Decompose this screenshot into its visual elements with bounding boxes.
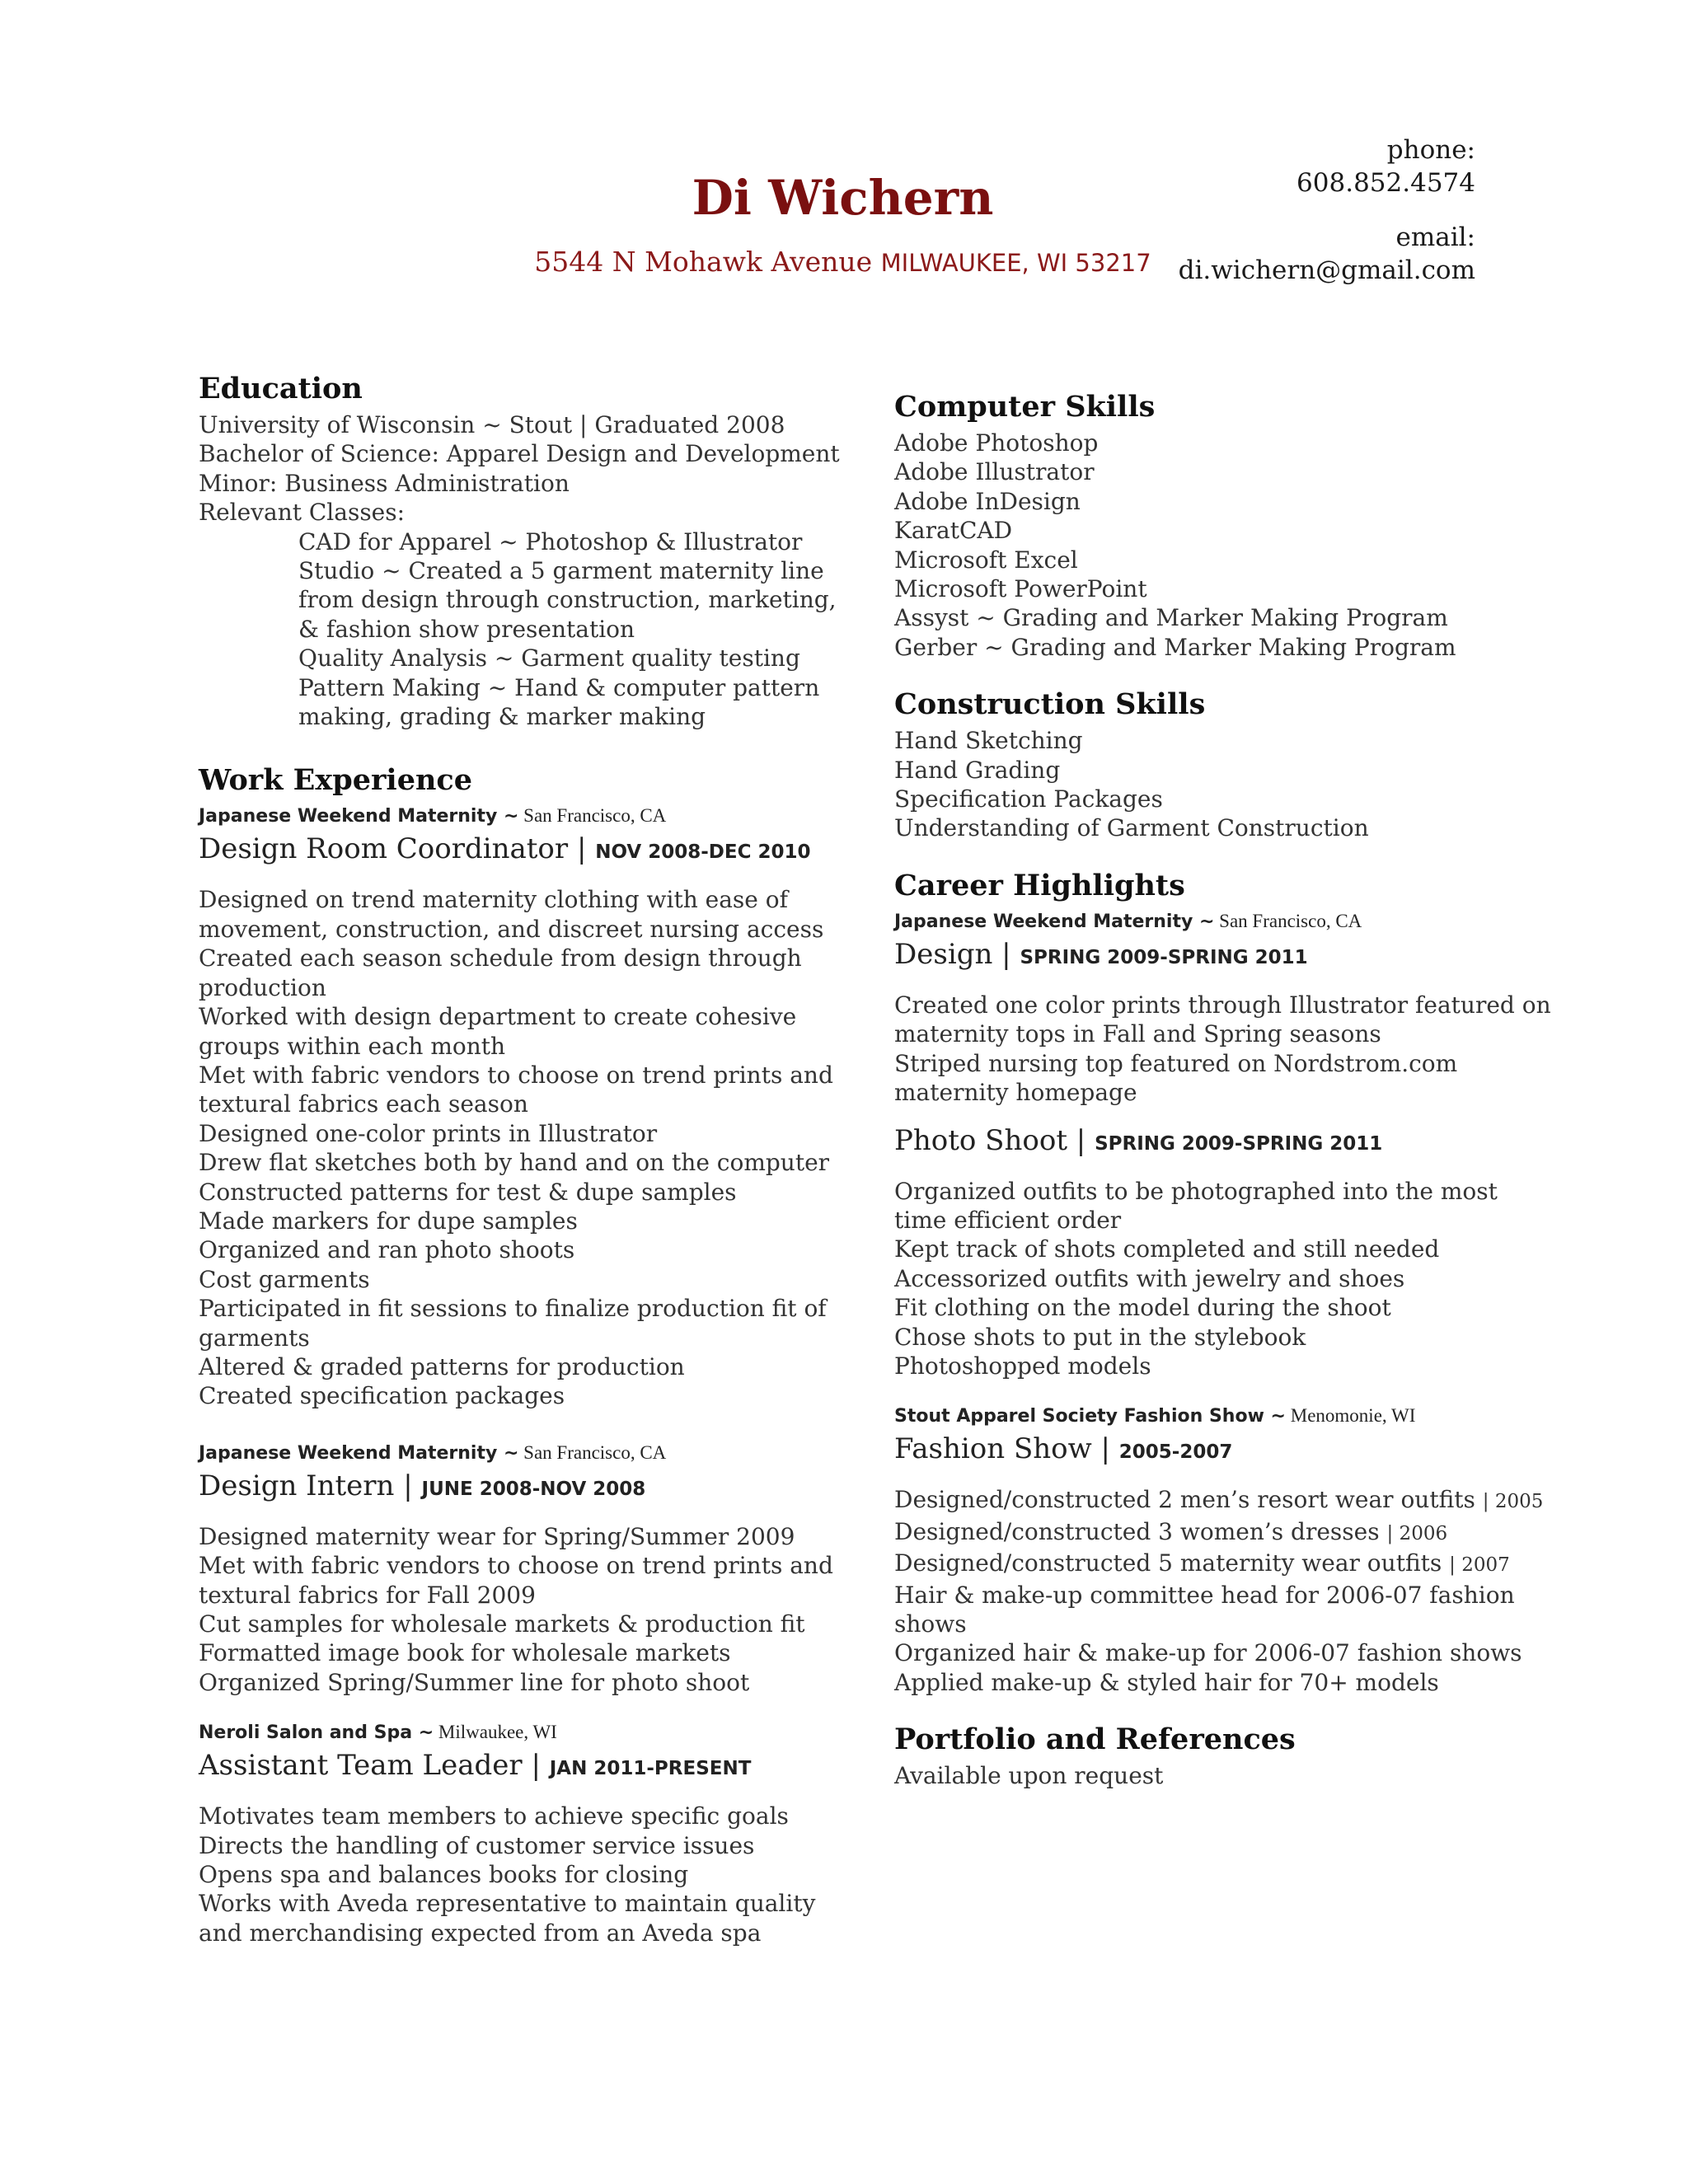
highlight-line: Chose shots to put in the stylebook [894,1323,1306,1351]
duty-line: Motivates team members to achieve specific goals [199,1802,789,1830]
job-duties [199,885,858,1410]
company-location: San Francisco, CA [523,1441,667,1463]
company-location: Milwaukee, WI [438,1722,557,1743]
duty-line: Designed maternity wear for Spring/Summer 2009 [199,1522,795,1550]
contact-block [1129,134,1475,287]
highlight-text: Designed/constructed 5 maternity wear outfits [894,1549,1442,1577]
role-dates: SPRING 2009-SPRING 2011 [1095,1132,1383,1155]
highlight-line: Accessorized outfits with jewelry and shoes [894,1264,1405,1292]
job-role [199,1747,858,1787]
highlight-company [894,1402,1521,1431]
class-line: Pattern Making ~ Hand & computer pattern [298,673,820,701]
highlight-line [894,1517,1521,1549]
highlight-line: Hair & make-up committee head for 2006-07 fashion [894,1581,1515,1609]
role-title: Fashion Show | [894,1432,1110,1466]
construction-skills-list [894,726,1521,843]
duty-line: Works with Aveda representative to maintain quality [199,1890,816,1918]
phone-label: phone: [1386,135,1475,165]
job-duties [199,1522,858,1697]
duty-line: Directs the handling of customer service issues [199,1831,755,1859]
email-label: email: [1395,223,1475,252]
education-heading: Education [199,372,363,405]
duty-line: Organized Spring/Summer line for photo shoot [199,1668,750,1696]
duty-line: garments [199,1324,310,1352]
job-role [199,831,858,870]
class-line: from design through construction, marketing, [298,586,837,614]
class-line: making, grading & marker making [298,703,706,731]
company-location: Menomonie, WI [1290,1405,1416,1427]
highlight-lines [894,1177,1521,1381]
role-dates: JUNE 2008-NOV 2008 [421,1478,646,1500]
portfolio-text: Available upon request [894,1762,1164,1790]
education-line: Bachelor of Science: Apparel Design and Development [199,440,840,468]
job-role [199,1468,858,1507]
class-line: CAD for Apparel ~ Photoshop & Illustrator [298,527,803,555]
class-line: Studio ~ Created a 5 garment maternity line [298,557,824,585]
duty-line: and merchandising expected from an Aveda spa [199,1919,762,1947]
job-duties [199,1802,858,1947]
education-line: University of Wisconsin ~ Stout | Graduated 2008 [199,411,785,438]
highlight-company [894,907,1521,936]
duty-line: textural fabrics for Fall 2009 [199,1581,536,1609]
education-line: Relevant Classes: [199,499,406,527]
skill-item: Microsoft Excel [894,546,1078,574]
duty-line: Altered & graded patterns for production [199,1352,685,1380]
computer-skills-heading: Computer Skills [894,390,1156,424]
duty-line: groups within each month [199,1032,506,1060]
highlight-line: time efficient order [894,1206,1122,1234]
highlight-line: Photoshopped models [894,1352,1151,1380]
candidate-name: Di Wichern [692,170,994,226]
highlight-role [894,936,1521,976]
company-name: Japanese Weekend Maternity ~ [894,911,1215,932]
role-title: Photo Shoot | [894,1123,1086,1157]
career-highlights-heading: Career Highlights [894,868,1185,902]
duty-line: Formatted image book for wholesale markets [199,1639,731,1667]
duty-line: movement, construction, and discreet nursing access [199,915,824,943]
duty-line: Created each season schedule from design through [199,944,802,972]
duty-line: Cut samples for wholesale markets & production fit [199,1610,805,1638]
highlight-line [894,1485,1544,1516]
highlight-line [894,1549,1521,1580]
highlight-line: Organized hair & make-up for 2006-07 fashion shows [894,1639,1522,1667]
duty-line: Worked with design department to create cohesive [199,1003,797,1031]
highlight-line: maternity tops in Fall and Spring seasons [894,1020,1381,1048]
skill-item: Specification Packages [894,785,1163,813]
highlight-text: Designed/constructed 2 men’s resort wear outfits [894,1486,1475,1514]
skill-item: Adobe Illustrator [894,458,1095,486]
skill-item: Adobe Photoshop [894,429,1099,457]
portfolio-heading: Portfolio and References [894,1722,1296,1757]
highlight-line: Striped nursing top featured on Nordstrom.com [894,1049,1458,1077]
left-column [199,368,858,1947]
highlight-line: Created one color prints through Illustrator featured on [894,991,1551,1019]
duty-line: Designed one-color prints in Illustrator [199,1119,658,1147]
highlight-lines [894,991,1551,1108]
skill-item: Understanding of Garment Construction [894,814,1369,842]
duty-line: Met with fabric vendors to choose on trend prints and [199,1061,833,1089]
address [495,246,1191,278]
construction-skills-heading: Construction Skills [894,687,1206,722]
skill-item: Hand Sketching [894,727,1083,755]
skill-item: Hand Grading [894,756,1061,784]
role-title: Design Intern | [199,1469,413,1502]
highlight-year: | 2007 [1449,1554,1510,1577]
skill-item: Gerber ~ Grading and Marker Making Program [894,633,1456,661]
class-line: & fashion show presentation [298,615,635,643]
company-name: Stout Apparel Society Fashion Show ~ [894,1406,1286,1427]
job-company [199,802,858,831]
duty-line: Cost garments [199,1265,370,1293]
duty-line: textural fabrics each season [199,1090,528,1118]
address-street: 5544 N Mohawk Avenue [534,246,873,278]
company-name: Japanese Weekend Maternity ~ [199,1442,519,1464]
right-column [894,386,1551,1791]
company-name: Neroli Salon and Spa ~ [199,1722,434,1744]
duty-line: Constructed patterns for test & dupe samples [199,1178,737,1206]
highlight-line: shows [894,1610,967,1638]
role-dates: SPRING 2009-SPRING 2011 [1020,946,1308,968]
address-city: MILWAUKEE, WI 53217 [880,249,1151,277]
phone-number: 608.852.4574 [1296,168,1475,198]
company-location: San Francisco, CA [523,805,667,827]
duty-line: Organized and ran photo shoots [199,1236,575,1264]
role-title: Assistant Team Leader | [199,1749,541,1783]
duty-line: Met with fabric vendors to choose on trend prints and [199,1552,833,1580]
skill-item: Microsoft PowerPoint [894,575,1147,603]
company-location: San Francisco, CA [1219,910,1362,931]
company-name: Japanese Weekend Maternity ~ [199,806,519,827]
highlight-role [894,1431,1521,1470]
job-company [199,1718,858,1747]
highlight-line: Applied make-up & styled hair for 70+ models [894,1668,1439,1696]
highlight-year: | 2006 [1386,1522,1448,1544]
education-section [199,410,858,731]
skill-item: Adobe InDesign [894,487,1081,515]
duty-line: production [199,973,326,1001]
role-dates: NOV 2008-DEC 2010 [595,841,811,864]
email-address: di.wichern@gmail.com [1178,255,1475,285]
job-company [199,1439,858,1468]
role-title: Design | [894,937,1011,971]
highlight-line: Kept track of shots completed and still needed [894,1235,1440,1263]
skill-item: KaratCAD [894,517,1013,545]
highlight-line: maternity homepage [894,1079,1137,1107]
highlight-year: | 2005 [1482,1491,1544,1513]
role-dates: 2005-2007 [1118,1441,1233,1464]
duty-line: Designed on trend maternity clothing with ease of [199,886,788,914]
work-experience-heading: Work Experience [199,763,472,798]
duty-line: Made markers for dupe samples [199,1207,578,1235]
education-line: Minor: Business Administration [199,469,570,497]
highlight-text: Designed/constructed 3 women’s dresses [894,1517,1380,1545]
highlight-role [894,1122,1521,1162]
highlight-line: Organized outfits to be photographed into the most [894,1177,1498,1205]
duty-line: Participated in fit sessions to finalize production fit of [199,1295,827,1323]
highlight-lines [894,1485,1544,1697]
role-dates: JAN 2011-PRESENT [549,1758,752,1780]
computer-skills-list [894,429,1521,662]
role-title: Design Room Coordinator | [199,832,587,866]
duty-line: Created specification packages [199,1382,565,1410]
duty-line: Drew flat sketches both by hand and on the computer [199,1149,830,1177]
highlight-line: Fit clothing on the model during the shoot [894,1294,1391,1322]
duty-line: Opens spa and balances books for closing [199,1861,689,1889]
class-line: Quality Analysis ~ Garment quality testing [298,644,800,673]
skill-item: Assyst ~ Grading and Marker Making Program [894,604,1448,632]
